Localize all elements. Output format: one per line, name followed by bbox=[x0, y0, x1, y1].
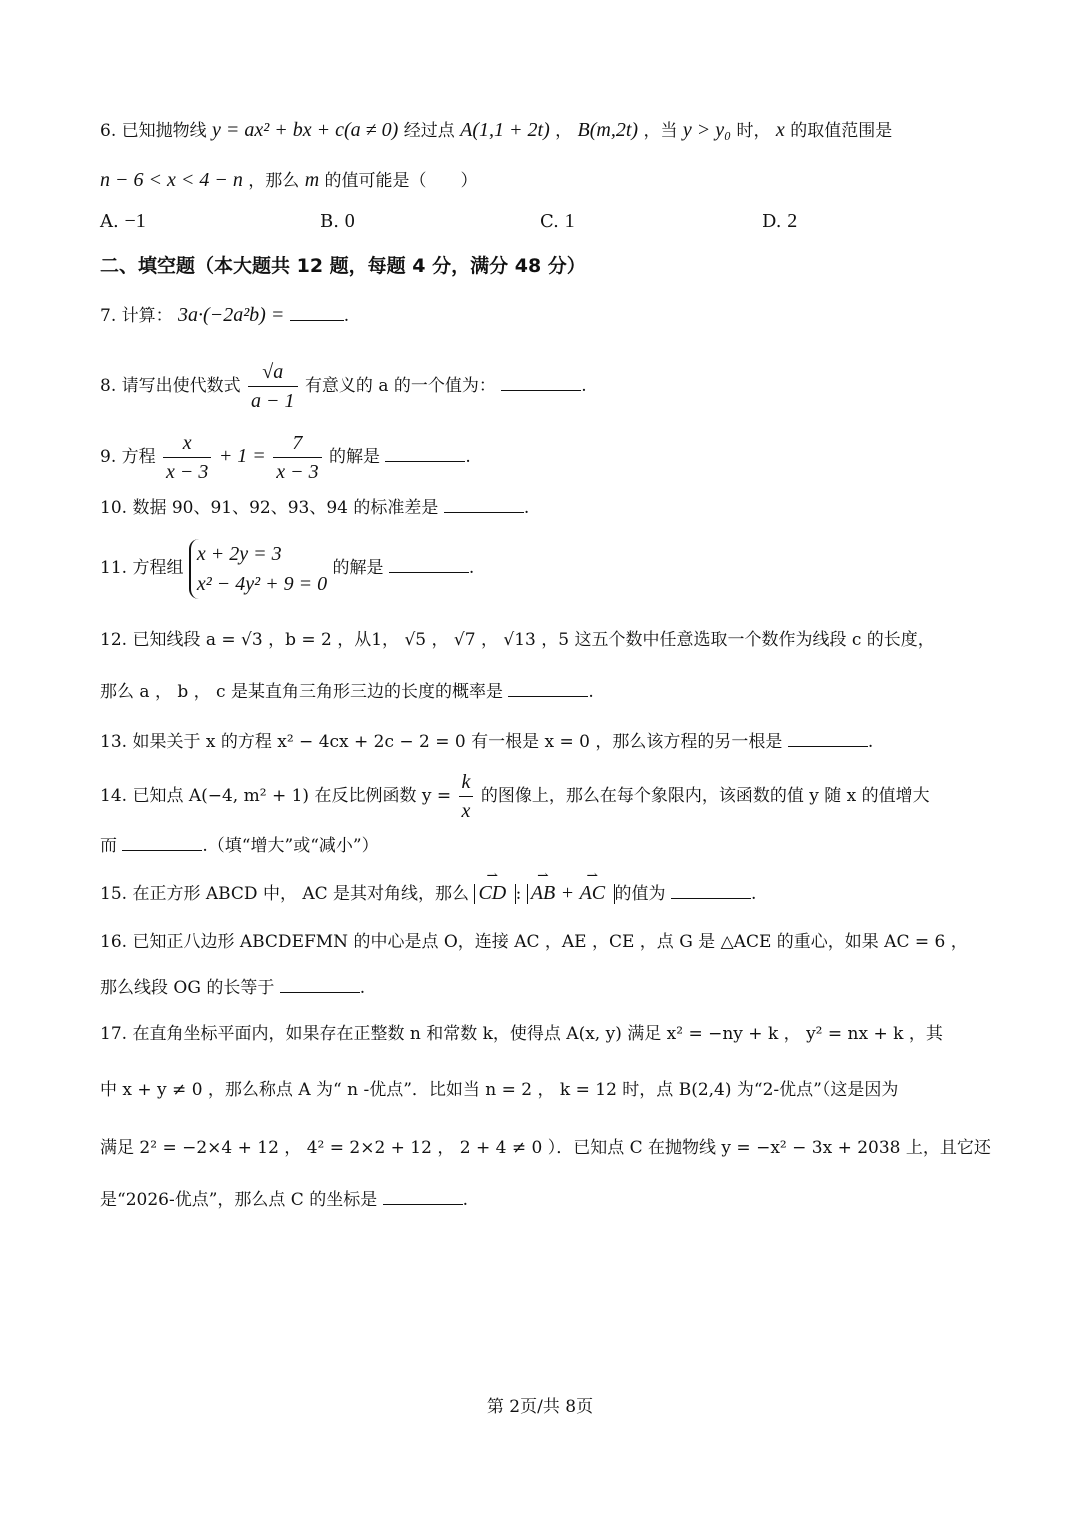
question-11: 11. 方程组 x + 2y = 3 x² − 4y² + 9 = 0 的解是 . bbox=[100, 538, 474, 599]
question-10: 10. 数据 90、91、92、93、94 的标准差是 . bbox=[100, 494, 529, 520]
q6-text: ，那么 bbox=[248, 171, 300, 191]
question-17-line-2: 中 x + y ≠ 0 ，那么称点 A 为“ n -优点”．比如当 n = 2 ， k = 12 时，点 B(2,4) 为“2-优点”（这是因为 bbox=[100, 1080, 899, 1100]
question-12-line-1: 12. 已知线段 a = √3 ，b = 2 ，从1， √5 ， √7 ， √13 ，5 这五个数中任意选取一个数作为线段 c 的长度， bbox=[100, 630, 935, 650]
q6-range: n − 6 < x < 4 − n bbox=[100, 169, 243, 191]
question-16-line-1: 16. 已知正八边形 ABCDEFMN 的中心是点 O，连接 AC ，AE ，CE ，点 G 是 △ACE 的重心，如果 AC = 6 ， bbox=[100, 932, 968, 952]
option-a: A. −1 bbox=[100, 210, 146, 232]
vector-ac: ⇀ AC bbox=[580, 881, 606, 905]
answer-blank[interactable] bbox=[290, 302, 344, 321]
question-6-line-2 bbox=[100, 168, 478, 193]
q6-condition: y > y₀ bbox=[682, 119, 732, 141]
question-17-line-3: 满足 2² = −2×4 + 12 ， 4² = 2×2 + 12 ， 2 + 4 ≠ 0 ）．已知点 C 在抛物线 y = −x² − 3x + 2038 上，且它还 bbox=[100, 1138, 991, 1158]
q6-var-x: x bbox=[775, 119, 785, 141]
answer-blank[interactable] bbox=[389, 554, 469, 573]
answer-blank[interactable] bbox=[385, 443, 465, 462]
question-13: 13. 如果关于 x 的方程 x² − 4cx + 2c − 2 = 0 有一根是 x = 0 ，那么该方程的另一根是 . bbox=[100, 728, 873, 754]
q9-fraction-2: $\frac{7}{x - 3}$ bbox=[273, 429, 321, 486]
question-7: 7. 计算： 3a·(−2a²b) = . bbox=[100, 304, 350, 326]
q6-point-b: B(m,2t) bbox=[577, 119, 639, 141]
answer-blank[interactable] bbox=[508, 678, 588, 697]
option-d: D. 2 bbox=[762, 210, 798, 232]
answer-blank[interactable] bbox=[444, 494, 524, 513]
answer-blank[interactable] bbox=[788, 728, 868, 747]
answer-blank[interactable] bbox=[383, 1186, 463, 1205]
question-14-line-1: 14. 已知点 A(−4, m² + 1) 在反比例函数 y = $\frac{k}{x}$ 的图像上，那么在每个象限内，该函数的值 y 随 x 的值增大 bbox=[100, 768, 930, 825]
question-16-line-2: 那么线段 OG 的长等于 . bbox=[100, 974, 365, 1000]
question-14-line-2: 而 .（填“增大”或“减小”） bbox=[100, 832, 379, 858]
question-9: 9. 方程 $\frac{x}{x - 3}$ + 1 = $\frac{7}{x - 3}$ 的解是 . bbox=[100, 428, 471, 486]
q6-text: 时， bbox=[736, 121, 771, 141]
question-17-line-4: 是“2026-优点”，那么点 C 的坐标是 . bbox=[100, 1186, 468, 1212]
question-8: 8. 请写出使代数式 $\frac{√a}{a - 1}$ 有意义的 a 的一个值为： . bbox=[100, 358, 587, 415]
option-b: B. 0 bbox=[320, 210, 355, 232]
q8-fraction: $\frac{√a}{a - 1}$ bbox=[248, 358, 298, 415]
q6-var-m: m bbox=[304, 169, 320, 191]
answer-blank[interactable] bbox=[501, 372, 581, 391]
vector-cd: ⇀ CD bbox=[478, 881, 506, 905]
q6-text: ，当 bbox=[643, 121, 678, 141]
q14-fraction: $\frac{k}{x}$ bbox=[459, 768, 474, 825]
page-footer: 第 2页/共 8页 bbox=[486, 1397, 594, 1417]
q6-text: 经过点 bbox=[403, 121, 455, 141]
vector-ab: ⇀ AB bbox=[531, 881, 555, 905]
q11-equation-system: x + 2y = 3 x² − 4y² + 9 = 0 bbox=[189, 539, 327, 599]
q9-fraction-1: $\frac{x}{x - 3}$ bbox=[163, 429, 211, 486]
q7-expr: 3a·(−2a²b) = bbox=[178, 304, 285, 326]
question-17-line-1: 17. 在直角坐标平面内，如果存在正整数 n 和常数 k，使得点 A(x, y) 满足 x² = −ny + k ， y² = nx + k ，其 bbox=[100, 1024, 943, 1044]
question-15: 15. 在正方形 ABCD 中， AC 是其对角线，那么 ⇀ CD : ⇀ AB + ⇀ AC 的值为 . bbox=[100, 880, 756, 906]
answer-blank[interactable] bbox=[122, 832, 202, 851]
q6-text: 的值可能是（ ） bbox=[324, 171, 478, 191]
option-c: C. 1 bbox=[540, 210, 575, 232]
q6-point-a: A(1,1 + 2t) bbox=[460, 119, 550, 141]
question-6-line-1 bbox=[100, 118, 892, 143]
q6-text: 6. 已知抛物线 bbox=[100, 121, 207, 141]
q15-magnitude-sum: ⇀ AB + ⇀ AC bbox=[527, 884, 615, 904]
q15-magnitude-cd bbox=[474, 884, 515, 904]
q6-sep: ， bbox=[555, 121, 573, 141]
section-2-title: 二、填空题（本大题共 12 题，每题 4 分，满分 48 分） bbox=[100, 255, 586, 277]
q6-text: 的取值范围是 bbox=[790, 121, 893, 141]
answer-blank[interactable] bbox=[280, 974, 360, 993]
q6-parabola-expr: y = ax² + bx + c(a ≠ 0) bbox=[212, 119, 399, 141]
question-12-line-2: 那么 a ， b ， c 是某直角三角形三边的长度的概率是 . bbox=[100, 678, 594, 704]
answer-blank[interactable] bbox=[671, 880, 751, 899]
